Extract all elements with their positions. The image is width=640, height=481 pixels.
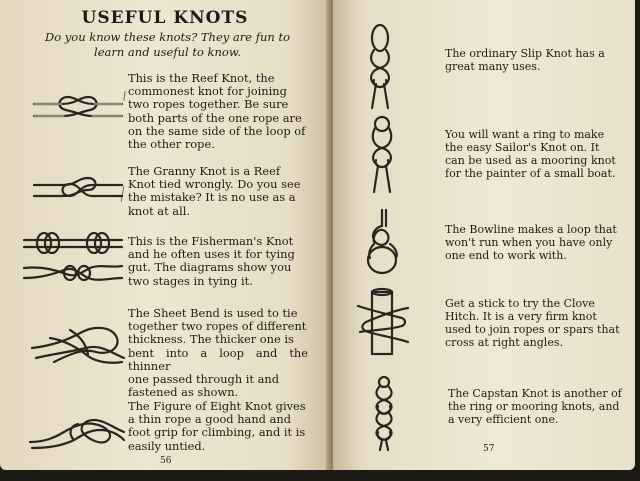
text-line: Hitch. It is a very firm knot bbox=[445, 310, 597, 323]
text-line: the mistake? It is no use as a bbox=[128, 190, 296, 205]
text-line: knot at all. bbox=[128, 203, 190, 218]
text-line: thickness. The thicker one is bbox=[128, 332, 294, 347]
sailors-knot-description bbox=[445, 128, 617, 180]
text-line: on the same side of the loop of bbox=[128, 123, 306, 138]
bowline-description bbox=[445, 223, 617, 262]
granny-knot-illustration bbox=[32, 176, 124, 202]
text-line: bent into a loop and the thinner bbox=[128, 345, 308, 373]
text-line: This is the Fisherman's Knot bbox=[128, 234, 294, 248]
clove-hitch-description bbox=[445, 297, 620, 349]
fishermans-knot-description bbox=[128, 235, 308, 288]
text-line: The Sheet Bend is used to tie bbox=[128, 306, 298, 320]
sheet-bend-illustration bbox=[30, 318, 126, 368]
intro-line: Do you know these knots? They are fun to bbox=[44, 30, 291, 44]
text-line: a very efficient one. bbox=[448, 413, 559, 426]
text-line: a thin rope a good hand and bbox=[128, 412, 292, 427]
text-line: fastened as shown. bbox=[128, 385, 239, 400]
clove-hitch-illustration bbox=[356, 288, 410, 360]
intro-line: learn and useful to know. bbox=[94, 45, 241, 59]
sailors-knot-illustration bbox=[362, 114, 402, 194]
text-line: The Capstan Knot is another of bbox=[448, 387, 622, 400]
text-line: for the painter of a small boat. bbox=[445, 167, 616, 180]
text-line: two ropes together. Be sure bbox=[128, 97, 289, 112]
page-number-right: 57 bbox=[483, 444, 495, 454]
text-line: The Granny Knot is a Reef bbox=[128, 164, 281, 178]
text-line: great many uses. bbox=[445, 60, 541, 73]
capstan-knot-description bbox=[448, 387, 623, 426]
text-line: together two ropes of different bbox=[128, 319, 307, 334]
text-line: easily untied. bbox=[128, 438, 206, 453]
text-line: commonest knot for joining bbox=[128, 84, 287, 99]
text-line: the easy Sailor's Knot on. It bbox=[445, 141, 600, 154]
text-line: one passed through it and bbox=[128, 372, 280, 387]
figure-of-eight-description bbox=[128, 400, 308, 453]
text-line: the other rope. bbox=[128, 137, 215, 152]
figure-of-eight-illustration bbox=[28, 412, 126, 452]
slip-knot-description bbox=[445, 47, 613, 73]
sheet-bend-description bbox=[128, 307, 308, 399]
reef-knot-illustration bbox=[32, 94, 124, 124]
text-line: Get a stick to try the Clove bbox=[445, 297, 595, 310]
text-line: This is the Reef Knot, the bbox=[128, 71, 275, 85]
fishermans-knot-illustration bbox=[22, 228, 126, 288]
text-line: foot grip for climbing, and it is bbox=[128, 425, 306, 440]
text-line: the ring or mooring knots, and bbox=[448, 400, 620, 413]
page-number-left: 56 bbox=[160, 456, 172, 466]
text-line: two stages in tying it. bbox=[128, 273, 253, 288]
page-title: USEFUL KNOTS bbox=[81, 8, 249, 28]
slip-knot-illustration bbox=[362, 22, 398, 110]
text-line: The Bowline makes a loop that bbox=[445, 223, 617, 236]
text-line: gut. The diagrams show you bbox=[128, 260, 292, 275]
capstan-knot-illustration bbox=[368, 376, 400, 452]
text-line: used to join ropes or spars that bbox=[445, 323, 620, 336]
text-line: cross at right angles. bbox=[445, 336, 563, 349]
granny-knot-description bbox=[128, 165, 308, 218]
text-line: and he often uses it for tying bbox=[128, 247, 295, 262]
reef-knot-description bbox=[128, 72, 308, 151]
text-line: won't run when you have only bbox=[445, 236, 613, 249]
text-line: one end to work with. bbox=[445, 249, 567, 262]
text-line: The Figure of Eight Knot gives bbox=[128, 399, 306, 413]
text-line: both parts of the one rope are bbox=[128, 110, 302, 125]
text-line: Knot tied wrongly. Do you see bbox=[128, 177, 301, 192]
text-line: can be used as a mooring knot bbox=[445, 154, 616, 167]
intro-text bbox=[30, 30, 305, 60]
bowline-illustration bbox=[362, 208, 406, 276]
text-line: The ordinary Slip Knot has a bbox=[445, 47, 605, 60]
text-line: You will want a ring to make bbox=[445, 128, 605, 141]
